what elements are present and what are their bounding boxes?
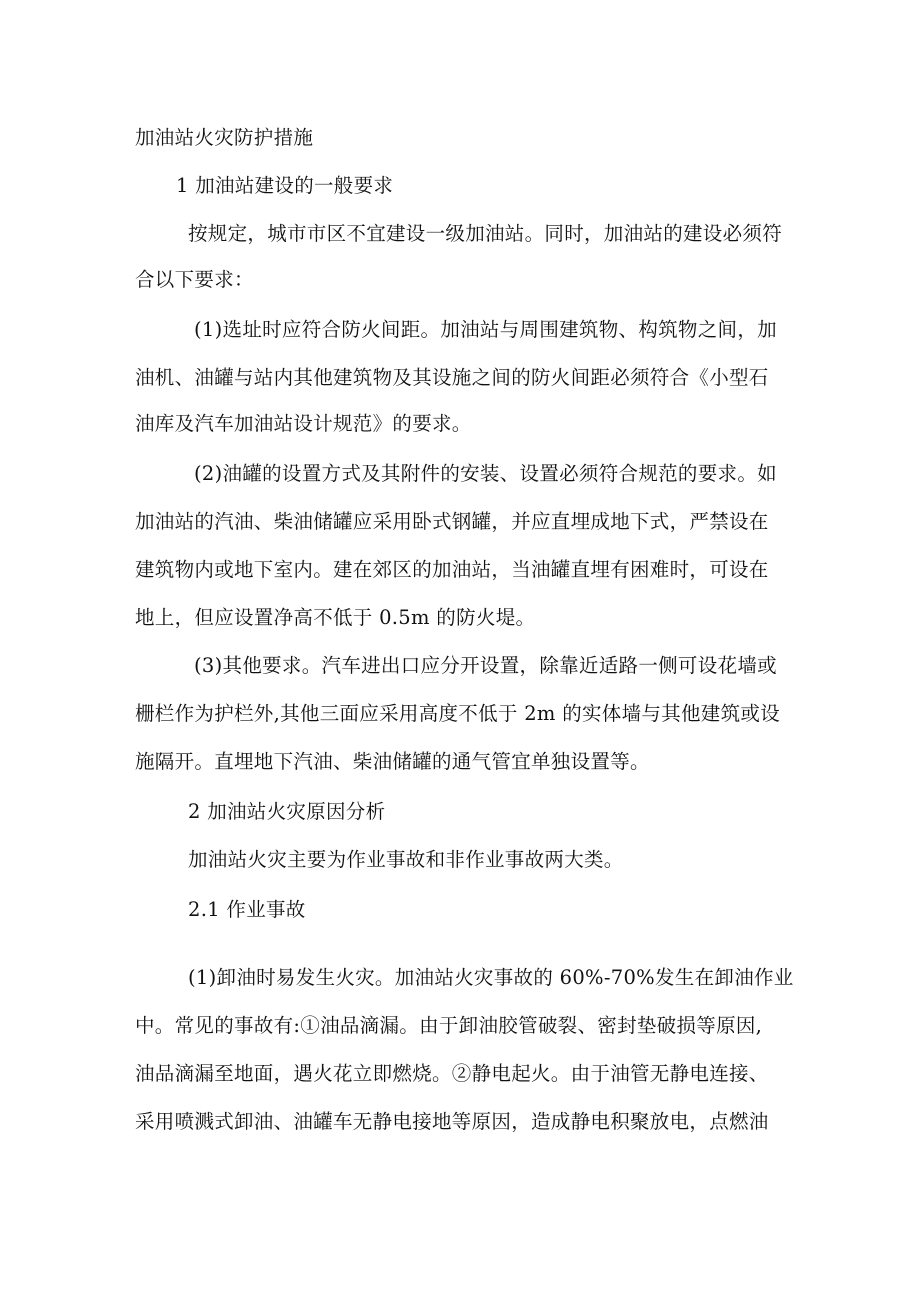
paragraph-item-2-line: 加油站的汽油、柴油储罐应采用卧式钢罐，并应直埋成地下式，严禁设在 (135, 510, 769, 533)
paragraph-intro-line: 合以下要求： (135, 268, 254, 291)
paragraph-item-2-line: (2)油罐的设置方式及其附件的安装、设置必须符合规范的要求。如 (194, 462, 777, 485)
paragraph-item-2-line: 地上，但应设置净高不低于 0.5m 的防火堤。 (135, 606, 536, 629)
paragraph-item-1-line: (1)选址时应符合防火间距。加油站与周围建筑物、构筑物之间，加 (194, 318, 777, 341)
paragraph-item-3-line: 栅栏作为护栏外,其他三面应采用高度不低于 2m 的实体墙与其他建筑或设 (135, 702, 780, 725)
paragraph-item-4-line: (1)卸油时易发生火灾。加油站火灾事故的 60%-70%发生在卸油作业 (188, 966, 794, 989)
section-1-heading: 1 加油站建设的一般要求 (176, 174, 394, 197)
section-2-1-heading: 2.1 作业事故 (188, 898, 306, 921)
paragraph-item-3-line: 施隔开。直埋地下汽油、柴油储罐的通气管宜单独设置等。 (135, 750, 650, 773)
paragraph-item-4-line: 油品滴漏至地面，遇火花立即燃烧。②静电起火。由于油管无静电连接、 (135, 1062, 769, 1085)
paragraph-intro-line: 按规定，城市市区不宜建设一级加油站。同时，加油站的建设必须符 (188, 222, 783, 245)
paragraph-item-1-line: 油机、油罐与站内其他建筑物及其设施之间的防火间距必须符合《小型石 (135, 366, 769, 389)
section-2-heading: 2 加油站火灾原因分析 (188, 800, 386, 823)
paragraph-item-3-line: (3)其他要求。汽车进出口应分开设置，除靠近适路一侧可设花墙或 (194, 654, 777, 677)
paragraph-item-4-line: 采用喷溅式卸油、油罐车无静电接地等原因，造成静电积聚放电，点燃油 (135, 1110, 769, 1133)
section-2-intro: 加油站火灾主要为作业事故和非作业事故两大类。 (188, 848, 624, 871)
document-title: 加油站火灾防护措施 (135, 126, 314, 149)
paragraph-item-1-line: 油库及汽车加油站设计规范》的要求。 (135, 412, 472, 435)
paragraph-item-2-line: 建筑物内或地下室内。建在郊区的加油站，当油罐直埋有困难时，可设在 (135, 558, 769, 581)
paragraph-item-4-line: 中。常见的事故有:①油品滴漏。由于卸油胶管破裂、密封垫破损等原因, (135, 1014, 763, 1037)
